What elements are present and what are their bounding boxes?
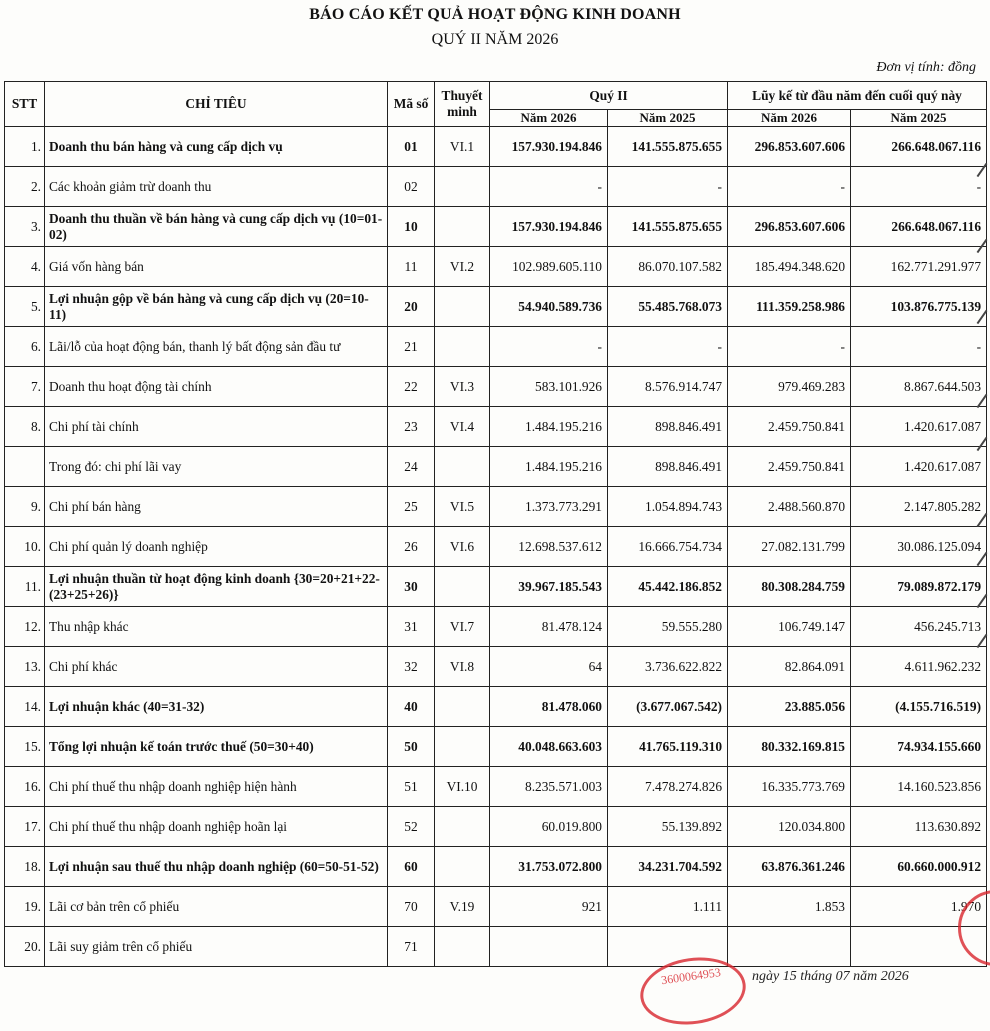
row-q2025: 1.054.894.743 [608,487,728,527]
row-q2025: 16.666.754.734 [608,527,728,567]
row-note [435,207,490,247]
row-q2025: 55.139.892 [608,807,728,847]
row-q2025: - [608,327,728,367]
row-stt: 15. [5,727,45,767]
row-y2026: - [728,327,851,367]
row-q2026: 81.478.124 [490,607,608,647]
row-name: Chi phí khác [45,647,388,687]
row-y2025: 1.420.617.087 [851,407,987,447]
row-code: 23 [388,407,435,447]
row-stt: 1. [5,127,45,167]
row-note [435,287,490,327]
row-y2026: 23.885.056 [728,687,851,727]
row-y2025: 266.648.067.116 [851,207,987,247]
row-q2026: 1.484.195.216 [490,407,608,447]
row-y2026: 63.876.361.246 [728,847,851,887]
row-q2026: 921 [490,887,608,927]
row-q2026 [490,927,608,967]
row-y2026: 185.494.348.620 [728,247,851,287]
row-stt: 20. [5,927,45,967]
row-y2025: 60.660.000.912 [851,847,987,887]
row-q2026: 1.373.773.291 [490,487,608,527]
row-y2026: 2.459.750.841 [728,447,851,487]
row-q2026: 64 [490,647,608,687]
table-row [5,167,987,207]
row-stt: 12. [5,607,45,647]
table-row [5,687,987,727]
unit-label: Đơn vị tính: đồng [876,60,976,75]
row-code: 52 [388,807,435,847]
table-row [5,887,987,927]
row-q2025: 45.442.186.852 [608,567,728,607]
row-name: Chi phí bán hàng [45,487,388,527]
row-y2025: 2.147.805.282 [851,487,987,527]
row-y2026 [728,927,851,967]
table-row [5,527,987,567]
row-name: Lợi nhuận thuần từ hoạt động kinh doanh {30=20+21+22-(23+25+26)} [45,567,388,607]
row-y2025: 1.420.617.087 [851,447,987,487]
table-row [5,807,987,847]
row-q2025: 59.555.280 [608,607,728,647]
row-y2025: 266.648.067.116 [851,127,987,167]
row-code: 26 [388,527,435,567]
row-note [435,447,490,487]
row-note [435,847,490,887]
row-stt: 8. [5,407,45,447]
row-name: Chi phí thuế thu nhập doanh nghiệp hiện hành [45,767,388,807]
row-name: Chi phí tài chính [45,407,388,447]
row-code: 32 [388,647,435,687]
row-stt: 9. [5,487,45,527]
row-q2026: 40.048.663.603 [490,727,608,767]
stamp-text: 3600064953 [660,965,722,988]
table-row [5,607,987,647]
row-code: 01 [388,127,435,167]
row-y2026: 120.034.800 [728,807,851,847]
row-name: Các khoản giảm trừ doanh thu [45,167,388,207]
row-name: Doanh thu hoạt động tài chính [45,367,388,407]
row-code: 20 [388,287,435,327]
row-q2026: 31.753.072.800 [490,847,608,887]
header-quarter: Quý II [490,82,728,110]
row-y2026: 2.488.560.870 [728,487,851,527]
row-note: VI.8 [435,647,490,687]
row-code: 22 [388,367,435,407]
row-code: 30 [388,567,435,607]
row-name: Lãi/lỗ của hoạt động bán, thanh lý bất động sản đầu tư [45,327,388,367]
header-code: Mã số [388,82,435,127]
row-note [435,327,490,367]
row-stt: 11. [5,567,45,607]
row-q2026: 12.698.537.612 [490,527,608,567]
row-code: 40 [388,687,435,727]
row-q2025: 141.555.875.655 [608,207,728,247]
row-stt: 13. [5,647,45,687]
row-stt [5,447,45,487]
row-name: Lãi suy giảm trên cổ phiếu [45,927,388,967]
header-ytd-2026: Năm 2026 [728,110,851,127]
table-row [5,247,987,287]
row-code: 02 [388,167,435,207]
table-row [5,367,987,407]
table-row [5,847,987,887]
table-row [5,127,987,167]
row-note: VI.5 [435,487,490,527]
header-indicator: CHỈ TIÊU [45,82,388,127]
row-stt: 16. [5,767,45,807]
row-q2026: 1.484.195.216 [490,447,608,487]
row-stt: 2. [5,167,45,207]
row-y2026: 82.864.091 [728,647,851,687]
row-q2025: 8.576.914.747 [608,367,728,407]
row-code: 21 [388,327,435,367]
header-ytd: Lũy kế từ đầu năm đến cuối quý này [728,82,987,110]
row-q2025: 141.555.875.655 [608,127,728,167]
row-y2025: - [851,167,987,207]
report-subtitle: QUÝ II NĂM 2026 [431,31,559,48]
header-quarter-2025: Năm 2025 [608,110,728,127]
row-q2026: 39.967.185.543 [490,567,608,607]
row-q2025: 898.846.491 [608,447,728,487]
row-y2026: 296.853.607.606 [728,127,851,167]
row-note: VI.4 [435,407,490,447]
table-row [5,647,987,687]
row-q2025: 34.231.704.592 [608,847,728,887]
row-q2025: 1.111 [608,887,728,927]
row-y2025: 8.867.644.503 [851,367,987,407]
row-code: 25 [388,487,435,527]
row-q2025: 86.070.107.582 [608,247,728,287]
row-note [435,687,490,727]
table-row [5,767,987,807]
row-name: Thu nhập khác [45,607,388,647]
table-row [5,407,987,447]
row-y2026: 80.332.169.815 [728,727,851,767]
row-stt: 18. [5,847,45,887]
row-name: Lãi cơ bản trên cổ phiếu [45,887,388,927]
row-y2026: 80.308.284.759 [728,567,851,607]
row-name: Lợi nhuận gộp về bán hàng và cung cấp dịch vụ (20=10-11) [45,287,388,327]
row-note: VI.1 [435,127,490,167]
table-row [5,287,987,327]
row-code: 10 [388,207,435,247]
row-note [435,927,490,967]
row-y2025: 1.970 [851,887,987,927]
row-stt: 14. [5,687,45,727]
row-q2026: 81.478.060 [490,687,608,727]
row-code: 50 [388,727,435,767]
header-quarter-2026: Năm 2026 [490,110,608,127]
row-code: 24 [388,447,435,487]
row-q2026: 157.930.194.846 [490,207,608,247]
row-note: VI.10 [435,767,490,807]
row-q2026: - [490,167,608,207]
row-code: 11 [388,247,435,287]
row-q2026: 102.989.605.110 [490,247,608,287]
row-y2026: 2.459.750.841 [728,407,851,447]
row-y2026: 106.749.147 [728,607,851,647]
row-name: Tổng lợi nhuận kế toán trước thuế (50=30+40) [45,727,388,767]
row-q2026: 157.930.194.846 [490,127,608,167]
row-stt: 7. [5,367,45,407]
report-title: BÁO CÁO KẾT QUẢ HOẠT ĐỘNG KINH DOANH [309,6,681,23]
row-code: 71 [388,927,435,967]
row-y2026: 16.335.773.769 [728,767,851,807]
row-stt: 3. [5,207,45,247]
row-stt: 17. [5,807,45,847]
table-row [5,327,987,367]
table-row [5,487,987,527]
row-q2026: 54.940.589.736 [490,287,608,327]
header-stt: STT [5,82,45,127]
row-y2025: 113.630.892 [851,807,987,847]
row-q2025: 3.736.622.822 [608,647,728,687]
row-y2025: 30.086.125.094 [851,527,987,567]
row-y2025: 162.771.291.977 [851,247,987,287]
row-name: Chi phí thuế thu nhập doanh nghiệp hoãn lại [45,807,388,847]
row-y2026: 111.359.258.986 [728,287,851,327]
table-row [5,207,987,247]
row-stt: 4. [5,247,45,287]
row-y2026: 1.853 [728,887,851,927]
row-note [435,727,490,767]
row-q2025: 7.478.274.826 [608,767,728,807]
row-name: Doanh thu bán hàng và cung cấp dịch vụ [45,127,388,167]
row-y2025: 14.160.523.856 [851,767,987,807]
row-y2026: - [728,167,851,207]
row-q2025: 41.765.119.310 [608,727,728,767]
row-q2025: (3.677.067.542) [608,687,728,727]
row-y2026: 27.082.131.799 [728,527,851,567]
row-note [435,807,490,847]
row-q2025: 898.846.491 [608,407,728,447]
table-row [5,727,987,767]
row-stt: 19. [5,887,45,927]
row-code: 60 [388,847,435,887]
row-stt: 6. [5,327,45,367]
row-name: Lợi nhuận sau thuế thu nhập doanh nghiệp (60=50-51-52) [45,847,388,887]
row-note: VI.7 [435,607,490,647]
row-name: Giá vốn hàng bán [45,247,388,287]
row-name: Chi phí quản lý doanh nghiệp [45,527,388,567]
row-y2025: (4.155.716.519) [851,687,987,727]
table-row [5,567,987,607]
row-y2026: 296.853.607.606 [728,207,851,247]
row-code: 51 [388,767,435,807]
header-ytd-2025: Năm 2025 [851,110,987,127]
row-code: 70 [388,887,435,927]
row-code: 31 [388,607,435,647]
row-y2025: 74.934.155.660 [851,727,987,767]
row-y2025: - [851,327,987,367]
row-stt: 10. [5,527,45,567]
row-name: Doanh thu thuần về bán hàng và cung cấp dịch vụ (10=01-02) [45,207,388,247]
income-statement-table [4,81,987,967]
row-note: V.19 [435,887,490,927]
row-q2026: - [490,327,608,367]
row-stt: 5. [5,287,45,327]
row-y2025: 103.876.775.139 [851,287,987,327]
table-row [5,447,987,487]
row-note [435,167,490,207]
row-q2026: 8.235.571.003 [490,767,608,807]
row-y2025: 4.611.962.232 [851,647,987,687]
row-q2026: 60.019.800 [490,807,608,847]
row-q2025: - [608,167,728,207]
row-name: Trong đó: chi phí lãi vay [45,447,388,487]
signature-date: ngày 15 tháng 07 năm 2026 [752,969,909,984]
row-q2026: 583.101.926 [490,367,608,407]
row-note: VI.6 [435,527,490,567]
table-row [5,927,987,967]
header-note: Thuyết minh [435,82,490,127]
row-q2025: 55.485.768.073 [608,287,728,327]
row-note: VI.3 [435,367,490,407]
row-note [435,567,490,607]
row-name: Lợi nhuận khác (40=31-32) [45,687,388,727]
row-y2026: 979.469.283 [728,367,851,407]
row-y2025: 79.089.872.179 [851,567,987,607]
row-note: VI.2 [435,247,490,287]
row-y2025: 456.245.713 [851,607,987,647]
